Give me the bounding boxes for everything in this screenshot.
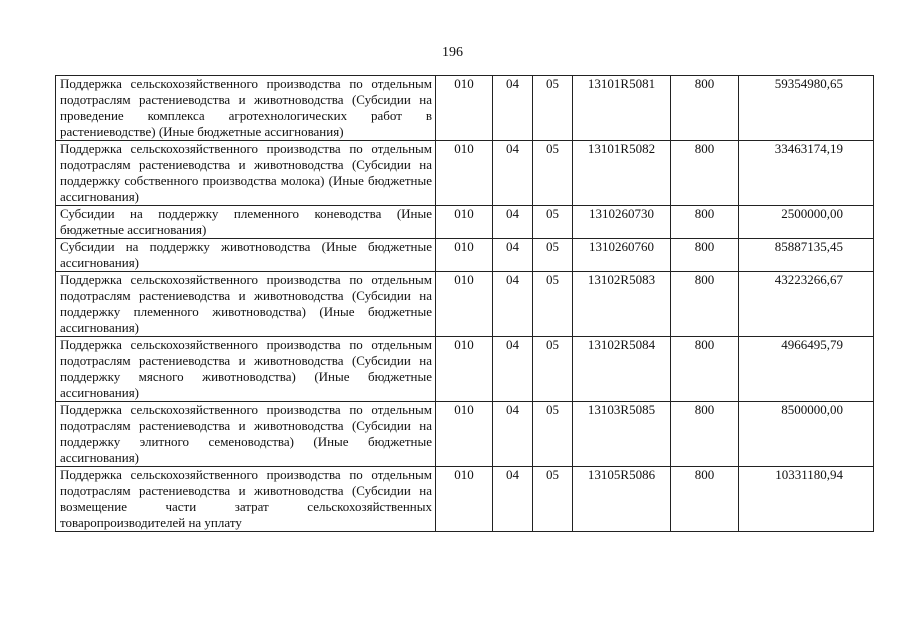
row-description: Поддержка сельскохозяйственного производства по отдельным подотраслям растениеводства и животноводства (Субсидии на возмещение части затрат сельскохозяйственных товаропроизводителей на уплату [56,467,436,532]
row-description: Поддержка сельскохозяйственного производства по отдельным подотраслям растениеводства и животноводства (Субсидии на поддержку собственного производства молока) (Иные бюджетные ассигнования) [56,141,436,206]
subsection-code: 05 [533,76,573,141]
amount-value: 10331180,94 [739,467,874,532]
ministry-code: 010 [436,467,493,532]
expense-type-code: 800 [671,239,739,272]
row-description: Субсидии на поддержку животноводства (Иные бюджетные ассигнования) [56,239,436,272]
table-row [56,402,874,467]
expense-type-code: 800 [671,467,739,532]
row-description: Поддержка сельскохозяйственного производства по отдельным подотраслям растениеводства и животноводства (Субсидии на поддержку племенного животноводства) (Иные бюджетные ассигнования) [56,272,436,337]
expense-type-code: 800 [671,337,739,402]
target-article-code: 13102R5083 [573,272,671,337]
section-code: 04 [493,272,533,337]
subsection-code: 05 [533,467,573,532]
table-row [56,76,874,141]
amount-value: 4966495,79 [739,337,874,402]
section-code: 04 [493,141,533,206]
target-article-code: 13101R5081 [573,76,671,141]
target-article-code: 13105R5086 [573,467,671,532]
amount-value: 2500000,00 [739,206,874,239]
expense-type-code: 800 [671,76,739,141]
row-description: Поддержка сельскохозяйственного производства по отдельным подотраслям растениеводства и животноводства (Субсидии на поддержку элитного семеноводства) (Иные бюджетные ассигнования) [56,402,436,467]
ministry-code: 010 [436,337,493,402]
section-code: 04 [493,206,533,239]
expense-type-code: 800 [671,141,739,206]
section-code: 04 [493,467,533,532]
ministry-code: 010 [436,239,493,272]
expense-type-code: 800 [671,272,739,337]
table-row [56,272,874,337]
amount-value: 59354980,65 [739,76,874,141]
target-article-code: 13103R5085 [573,402,671,467]
target-article-code: 13101R5082 [573,141,671,206]
target-article-code: 1310260760 [573,239,671,272]
subsection-code: 05 [533,239,573,272]
table-row [56,467,874,532]
table-row [56,141,874,206]
amount-value: 43223266,67 [739,272,874,337]
section-code: 04 [493,337,533,402]
expense-type-code: 800 [671,402,739,467]
row-description: Поддержка сельскохозяйственного производства по отдельным подотраслям растениеводства и животноводства (Субсидии на проведение комплекса агротехнологических работ в растениеводстве) (Иные бюджетные ассигнования) [56,76,436,141]
table-row [56,239,874,272]
table-row [56,337,874,402]
section-code: 04 [493,402,533,467]
row-description: Поддержка сельскохозяйственного производства по отдельным подотраслям растениеводства и животноводства (Субсидии на поддержку мясного животноводства) (Иные бюджетные ассигнования) [56,337,436,402]
subsection-code: 05 [533,206,573,239]
ministry-code: 010 [436,206,493,239]
expense-type-code: 800 [671,206,739,239]
target-article-code: 1310260730 [573,206,671,239]
ministry-code: 010 [436,76,493,141]
budget-table [55,75,874,532]
ministry-code: 010 [436,141,493,206]
table-row [56,206,874,239]
subsection-code: 05 [533,402,573,467]
subsection-code: 05 [533,141,573,206]
subsection-code: 05 [533,272,573,337]
amount-value: 85887135,45 [739,239,874,272]
target-article-code: 13102R5084 [573,337,671,402]
amount-value: 8500000,00 [739,402,874,467]
subsection-code: 05 [533,337,573,402]
page-number: 196 [442,45,463,60]
row-description: Субсидии на поддержку племенного коневодства (Иные бюджетные ассигнования) [56,206,436,239]
ministry-code: 010 [436,402,493,467]
amount-value: 33463174,19 [739,141,874,206]
section-code: 04 [493,239,533,272]
section-code: 04 [493,76,533,141]
ministry-code: 010 [436,272,493,337]
